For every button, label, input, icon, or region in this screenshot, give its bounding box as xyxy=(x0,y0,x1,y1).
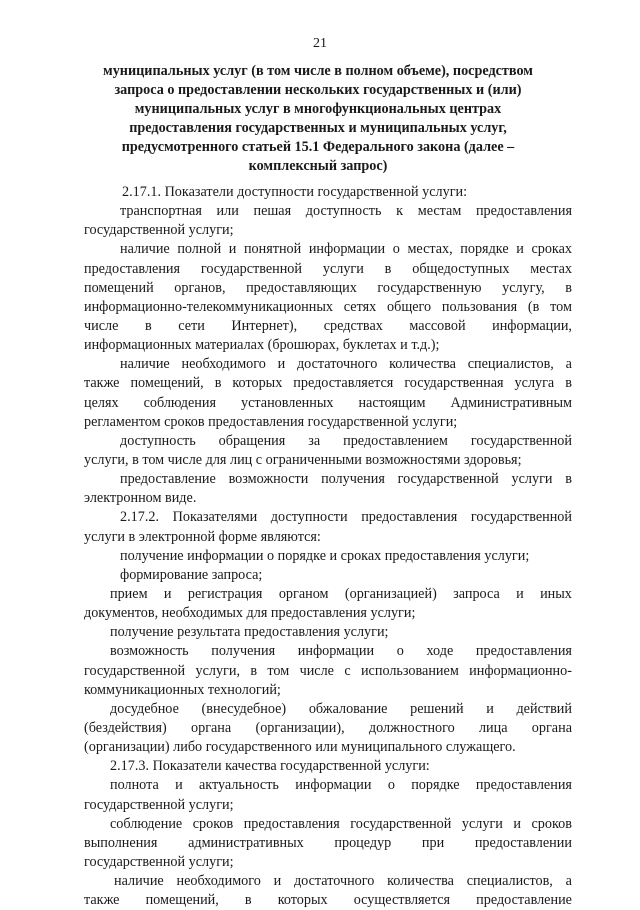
heading-line: муниципальных услуг (в том числе в полном объеме), посредством xyxy=(103,63,533,79)
word: которых xyxy=(232,375,283,392)
word: (внесудебное) xyxy=(201,700,287,717)
body-line: коммуникационных технологий; xyxy=(84,681,281,698)
word: осуществляется xyxy=(353,892,451,909)
word: сети xyxy=(178,317,205,334)
word: информации xyxy=(295,777,372,794)
word: наличие xyxy=(114,873,164,890)
word: сроков xyxy=(192,815,234,832)
body-line xyxy=(84,585,572,604)
word: необходимого xyxy=(176,873,261,890)
word: органа xyxy=(531,719,572,736)
word: количества xyxy=(387,873,454,890)
body-line: государственной услуги; xyxy=(84,796,234,813)
word: соблюдение xyxy=(110,815,183,832)
word: информации xyxy=(297,643,375,660)
word: (организации), xyxy=(255,719,345,736)
body-line: получение информации о порядке и сроках предоставления услуги; xyxy=(120,547,530,564)
word: транспортная xyxy=(120,203,202,220)
word: услуги, xyxy=(195,662,240,679)
word: порядке xyxy=(460,241,509,258)
word: местам xyxy=(417,203,462,220)
word: действий xyxy=(516,700,572,717)
word: органов, xyxy=(174,279,226,296)
word: информационно- xyxy=(469,662,572,679)
word: обращения xyxy=(218,432,286,449)
word: достаточного xyxy=(293,873,375,890)
word: в xyxy=(144,317,152,334)
body-line xyxy=(84,202,572,221)
word: предоставления xyxy=(475,203,572,220)
word: средствах xyxy=(323,317,383,334)
body-line xyxy=(84,719,572,738)
word: полнота xyxy=(110,777,159,794)
word: использованием xyxy=(360,662,459,679)
body-line: информационных материалах (брошюрах, буклетах и т.д.); xyxy=(84,337,440,354)
word: сроков xyxy=(531,815,572,832)
heading-line: предусмотренного статьей 15.1 Федерального закона (далее – xyxy=(121,139,515,155)
body-line: услуги, в том числе для лиц с ограниченными возможностями здоровья; xyxy=(84,451,522,468)
word: предоставления xyxy=(84,260,181,277)
body-line xyxy=(84,662,572,681)
word: полной xyxy=(177,241,222,258)
word: доступность xyxy=(305,203,382,220)
word: предоставление xyxy=(476,892,572,909)
body-line: регламентом сроков предоставления государственной услуги; xyxy=(84,413,458,430)
word: а xyxy=(565,873,572,890)
word: понятной xyxy=(243,241,302,258)
body-line: формирование запроса; xyxy=(120,566,263,583)
heading-line: муниципальных услуг в многофункциональных центрах xyxy=(134,101,502,117)
word: решений xyxy=(410,700,464,717)
body-line xyxy=(84,279,572,298)
word: административных xyxy=(188,834,304,851)
body-line xyxy=(84,394,572,413)
word: пешая xyxy=(253,203,292,220)
word: информационно-телекоммуникационных xyxy=(84,298,333,315)
heading-line: запроса о предоставлении нескольких государственных и (или) xyxy=(114,82,522,98)
word: сетях xyxy=(343,298,377,315)
word: возможности xyxy=(228,471,309,488)
body-line: государственной услуги; xyxy=(84,853,234,870)
word: государственная xyxy=(404,375,504,392)
word: пользования xyxy=(441,298,518,315)
word: специалистов, xyxy=(467,356,554,373)
word: государственную xyxy=(377,279,482,296)
word: и xyxy=(516,241,524,258)
word: наличие xyxy=(120,241,170,258)
word: о xyxy=(392,241,400,258)
body-line: получение результата предоставления услуги; xyxy=(110,624,389,641)
word: и xyxy=(163,585,172,602)
body-line: (организации) либо государственного или муниципального служащего. xyxy=(84,739,516,756)
word: в xyxy=(244,892,252,909)
body-line xyxy=(84,891,572,910)
word: предоставляется xyxy=(293,375,394,392)
word: информации xyxy=(308,241,386,258)
word: к xyxy=(396,203,404,220)
word: в xyxy=(565,471,572,488)
word: услуги xyxy=(461,815,503,832)
word: Административным xyxy=(450,394,572,411)
page-number: 21 xyxy=(313,36,327,51)
word: услуги xyxy=(511,471,553,488)
word: местах xyxy=(530,260,572,277)
heading-line: комплексный запрос) xyxy=(248,158,388,174)
word: 2.17.2. xyxy=(120,509,160,526)
word: общего xyxy=(387,298,432,315)
body-line xyxy=(84,834,572,853)
word: за xyxy=(308,432,321,449)
word: числе xyxy=(299,662,334,679)
word: в xyxy=(384,260,392,277)
word: настоящим xyxy=(358,394,426,411)
word: государственной xyxy=(470,509,572,526)
body-line xyxy=(84,374,572,393)
word: сроках xyxy=(531,241,572,258)
word: числе xyxy=(84,317,119,334)
word: общедоступных xyxy=(412,260,510,277)
body-line: электронном виде. xyxy=(84,490,197,507)
word: также xyxy=(84,375,120,392)
word: услуги xyxy=(322,260,364,277)
word: доступности xyxy=(270,509,348,526)
word: и xyxy=(228,241,237,258)
word: необходимого xyxy=(181,356,266,373)
word: и xyxy=(516,585,524,602)
word: и xyxy=(175,777,183,794)
word: предоставляющих xyxy=(246,279,357,296)
word: Показателями xyxy=(172,509,258,526)
body-line xyxy=(84,470,572,489)
word: прием xyxy=(110,585,148,602)
word: предоставления xyxy=(475,777,572,794)
body-line xyxy=(84,260,572,279)
word: при xyxy=(421,834,445,851)
word: с xyxy=(344,662,351,679)
word: процедур xyxy=(334,834,392,851)
word: предоставление xyxy=(120,471,216,488)
word: должностного xyxy=(368,719,455,736)
body-line xyxy=(84,815,572,834)
word: органом xyxy=(278,585,329,602)
word: Интернет), xyxy=(231,317,298,334)
word: запроса xyxy=(453,585,500,602)
word: достаточного xyxy=(296,356,378,373)
word: в xyxy=(565,375,572,392)
word: услуга xyxy=(514,375,555,392)
word: государственной xyxy=(200,260,302,277)
body-line: 2.17.1. Показатели доступности государственной услуги: xyxy=(122,184,468,200)
word: предоставления xyxy=(243,815,340,832)
word: установленных xyxy=(241,394,334,411)
body-line: документов, необходимых для предоставления услуги; xyxy=(84,605,416,622)
word: о xyxy=(387,777,395,794)
word: досудебное xyxy=(110,700,179,717)
word: том xyxy=(550,298,572,315)
word: выполнения xyxy=(84,834,158,851)
word: получения xyxy=(211,643,276,660)
word: лица xyxy=(478,719,508,736)
heading-line: предоставления государственных и муниципальных услуг, xyxy=(129,120,507,136)
word: о xyxy=(396,643,404,660)
word: также xyxy=(84,892,120,909)
body-line: государственной услуги; xyxy=(84,222,234,239)
word: получения xyxy=(321,471,385,488)
word: и xyxy=(486,700,494,717)
body-line xyxy=(84,355,572,374)
word: соблюдения xyxy=(143,394,217,411)
word: государственной xyxy=(84,662,186,679)
word: том xyxy=(267,662,290,679)
word: предоставлением xyxy=(343,432,448,449)
word: ходе xyxy=(426,643,454,660)
word: в xyxy=(250,662,258,679)
word: возможность xyxy=(110,643,189,660)
word: актуальность xyxy=(198,777,279,794)
word: и xyxy=(277,356,286,373)
word: в xyxy=(214,375,222,392)
word: информации, xyxy=(492,317,572,334)
word: местах, xyxy=(407,241,453,258)
word: помещений xyxy=(84,279,154,296)
word: государственной xyxy=(350,815,452,832)
body-line: услуги в электронной форме являются: xyxy=(84,528,321,545)
word: и xyxy=(273,873,282,890)
word: или xyxy=(216,203,239,220)
word: предоставлении xyxy=(474,834,572,851)
word: предоставления xyxy=(361,509,458,526)
word: иных xyxy=(540,585,572,602)
word: услугу, xyxy=(502,279,545,296)
word: государственной xyxy=(397,471,499,488)
word: доступность xyxy=(120,432,196,449)
word: целях xyxy=(84,394,119,411)
body-line xyxy=(84,432,572,451)
word: (в xyxy=(527,298,540,315)
word: (организацией) xyxy=(344,585,437,602)
body-line: 2.17.3. Показатели качества государственной услуги: xyxy=(110,758,430,775)
word: порядке xyxy=(411,777,460,794)
body-line xyxy=(84,642,572,661)
body-line xyxy=(84,317,572,336)
word: регистрация xyxy=(187,585,263,602)
word: обжалование xyxy=(308,700,388,717)
word: наличие xyxy=(120,356,170,373)
body-line xyxy=(84,776,572,795)
word: предоставления xyxy=(475,643,572,660)
word: государственной xyxy=(470,432,572,449)
body-line xyxy=(84,298,572,317)
word: помещений, xyxy=(145,892,219,909)
body-line xyxy=(84,700,572,719)
body-line xyxy=(84,872,572,891)
body-line xyxy=(84,240,572,259)
body-line xyxy=(84,508,572,527)
word: и xyxy=(513,815,521,832)
section-heading xyxy=(78,62,558,176)
word: органа xyxy=(191,719,232,736)
word: в xyxy=(565,279,572,296)
word: (бездействия) xyxy=(84,719,167,736)
word: а xyxy=(565,356,572,373)
word: массовой xyxy=(409,317,466,334)
word: специалистов, xyxy=(466,873,553,890)
word: количества xyxy=(389,356,456,373)
word: помещений, xyxy=(130,375,204,392)
word: которых xyxy=(277,892,328,909)
body-text xyxy=(84,183,572,910)
